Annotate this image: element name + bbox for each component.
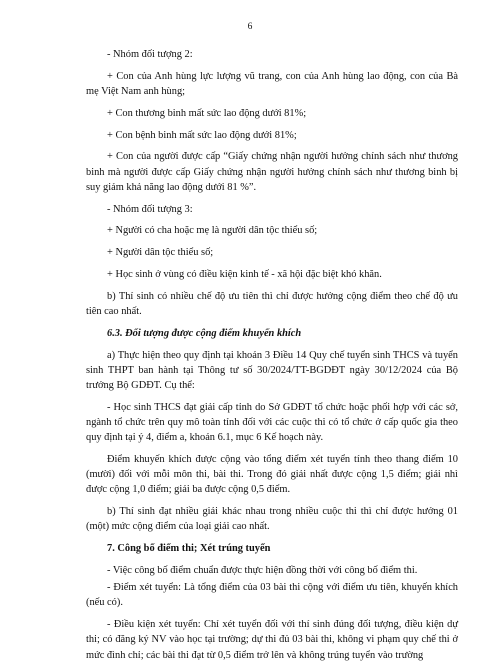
body-paragraph: + Học sinh ở vùng có điều kiện kinh tế - xã hội đặc biệt khó khăn. (107, 268, 382, 280)
body-paragraph: - Việc công bố điểm chuẩn được thực hiện đồng thời với công bố điểm thi. (107, 564, 418, 576)
section-heading: 6.3. Đối tượng được cộng điểm khuyến khích (107, 327, 302, 339)
body-paragraph: - Điều kiện xét tuyển: Chỉ xét tuyển đối với thí sinh đúng đối tượng, điều kiện dự thi; có đăng ký NV vào học tại trường; dự thi đủ 03 bài thi, không vi phạm quy chế thi ở mức đình chỉ; các bài thi đạt từ 0,5 điểm trở lên và không trúng tuyển vào trường (86, 619, 458, 661)
body-paragraph: Điểm khuyến khích được cộng vào tổng điểm xét tuyển tính theo thang điểm 10 (mười) đối với mỗi môn thi, bài thi. Trong đó giải nhất được cộng 1,5 điểm; giải nhì được cộng 1,0 điểm; giải ba được cộng 0,5 điểm. (86, 453, 458, 496)
body-paragraph: + Con bệnh binh mất sức lao động dưới 81%; (107, 129, 297, 141)
page-number: 6 (247, 22, 253, 32)
body-paragraph: + Con của Anh hùng lực lượng vũ trang, con của Anh hùng lao động, con của Bà mẹ Việt Nam anh hùng; (86, 70, 458, 97)
body-paragraph: a) Thực hiện theo quy định tại khoản 3 Điều 14 Quy chế tuyển sinh THCS và tuyển sinh THPT ban hành tại Thông tư số 30/2024/TT-BGDĐT ngày 30/12/2024 của Bộ trưởng Bộ GDĐT. Cụ thể: (86, 349, 458, 391)
body-paragraph: - Học sinh THCS đạt giải cấp tỉnh do Sở GDĐT tổ chức hoặc phối hợp với các sở, ngành tổ chức trên quy mô toàn tỉnh đối với các cuộc thi có tổ chức ở cấp quốc gia theo quy định tại ý 4, điểm a, khoản 6.1, mục 6 Kế hoạch này. (86, 401, 458, 444)
body-paragraph: + Người dân tộc thiểu số; (107, 247, 214, 259)
body-paragraph: + Người có cha hoặc mẹ là người dân tộc thiểu số; (107, 225, 318, 237)
body-paragraph: + Con thương binh mất sức lao động dưới 81%; (107, 107, 307, 119)
body-paragraph: - Nhóm đối tượng 3: (107, 203, 193, 215)
body-paragraph: b) Thí sinh đạt nhiều giải khác nhau trong nhiều cuộc thi thì chỉ được hưởng 01 (một) mức cộng điểm của loại giải cao nhất. (86, 506, 458, 533)
body-paragraph: - Nhóm đối tượng 2: (107, 49, 193, 60)
body-paragraph: - Điểm xét tuyển: Là tổng điểm của 03 bài thi cộng với điểm ưu tiên, khuyến khích (nếu có). (86, 582, 458, 609)
body-paragraph: b) Thí sinh có nhiều chế độ ưu tiên thì chỉ được hưởng cộng điểm theo chế độ ưu tiên cao nhất. (86, 290, 458, 317)
body-paragraph: + Con của người được cấp “Giấy chứng nhận người hưởng chính sách như thương binh mà người được cấp Giấy chứng nhận người hưởng chính sách như thương binh bị suy giảm khả năng lao động dưới 81 %”. (86, 151, 458, 193)
document-body (86, 47, 458, 669)
section-heading: 7. Công bố điểm thi; Xét trúng tuyển (107, 543, 271, 555)
